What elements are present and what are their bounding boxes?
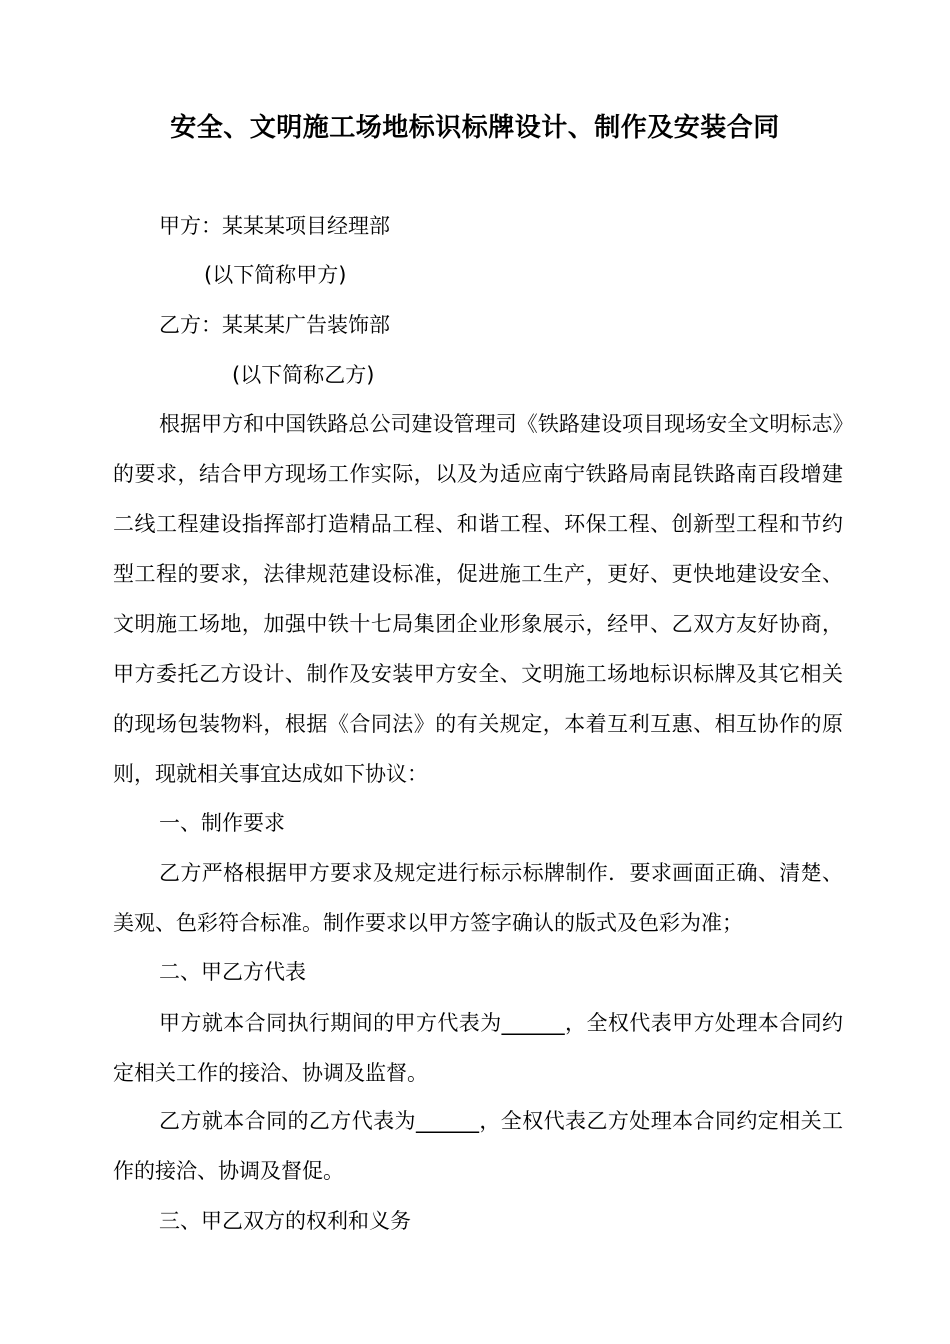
section-2-body-a: 甲方就本合同执行期间的甲方代表为______，全权代表甲方处理本合同约定相关工作的接洽、协调及监督。 — [113, 1011, 843, 1085]
intro-paragraph: 根据甲方和中国铁路总公司建设管理司《铁路建设项目现场安全文明标志》的要求，结合甲方现场工作实际，以及为适应南宁铁路局南昆铁路南百段增建二线工程建设指挥部打造精品工程、和谐工程、环保工程、创新型工程和节约型工程的要求，法律规范建设标准，促进施工生产，更好、更快地建设安全、文明施工场地，加强中铁十七局集团企业形象展示，经甲、乙双方友好协商，甲方委托乙方设计、制作及安装甲方安全、文明施工场地标识标牌及其它相关的现场包装物料，根据《合同法》的有关规定，本着互利互惠、相互协作的原则，现就相关事宜达成如下协议： — [113, 412, 843, 786]
section-1-heading: 一、制作要求 — [159, 811, 285, 835]
section-2-heading: 二、甲乙方代表 — [159, 960, 306, 984]
party-b-line: 乙方：某某某广告装饰部 — [159, 313, 390, 337]
section-3-heading: 三、甲乙双方的权利和义务 — [159, 1209, 411, 1233]
party-a-line: 甲方：某某某项目经理部 — [159, 214, 390, 238]
section-2-body-b: 乙方就本合同的乙方代表为______，全权代表乙方处理本合同约定相关工作的接洽、协调及督促。 — [113, 1109, 843, 1183]
party-a-note: (以下简称甲方) — [204, 263, 347, 287]
document-title: 安全、文明施工场地标识标牌设计、制作及安装合同 — [170, 113, 780, 143]
section-1-body: 乙方严格根据甲方要求及规定进行标示标牌制作．要求画面正确、清楚、美观、色彩符合标准。制作要求以甲方签字确认的版式及色彩为准； — [113, 861, 843, 935]
party-b-note: (以下简称乙方) — [232, 363, 375, 387]
